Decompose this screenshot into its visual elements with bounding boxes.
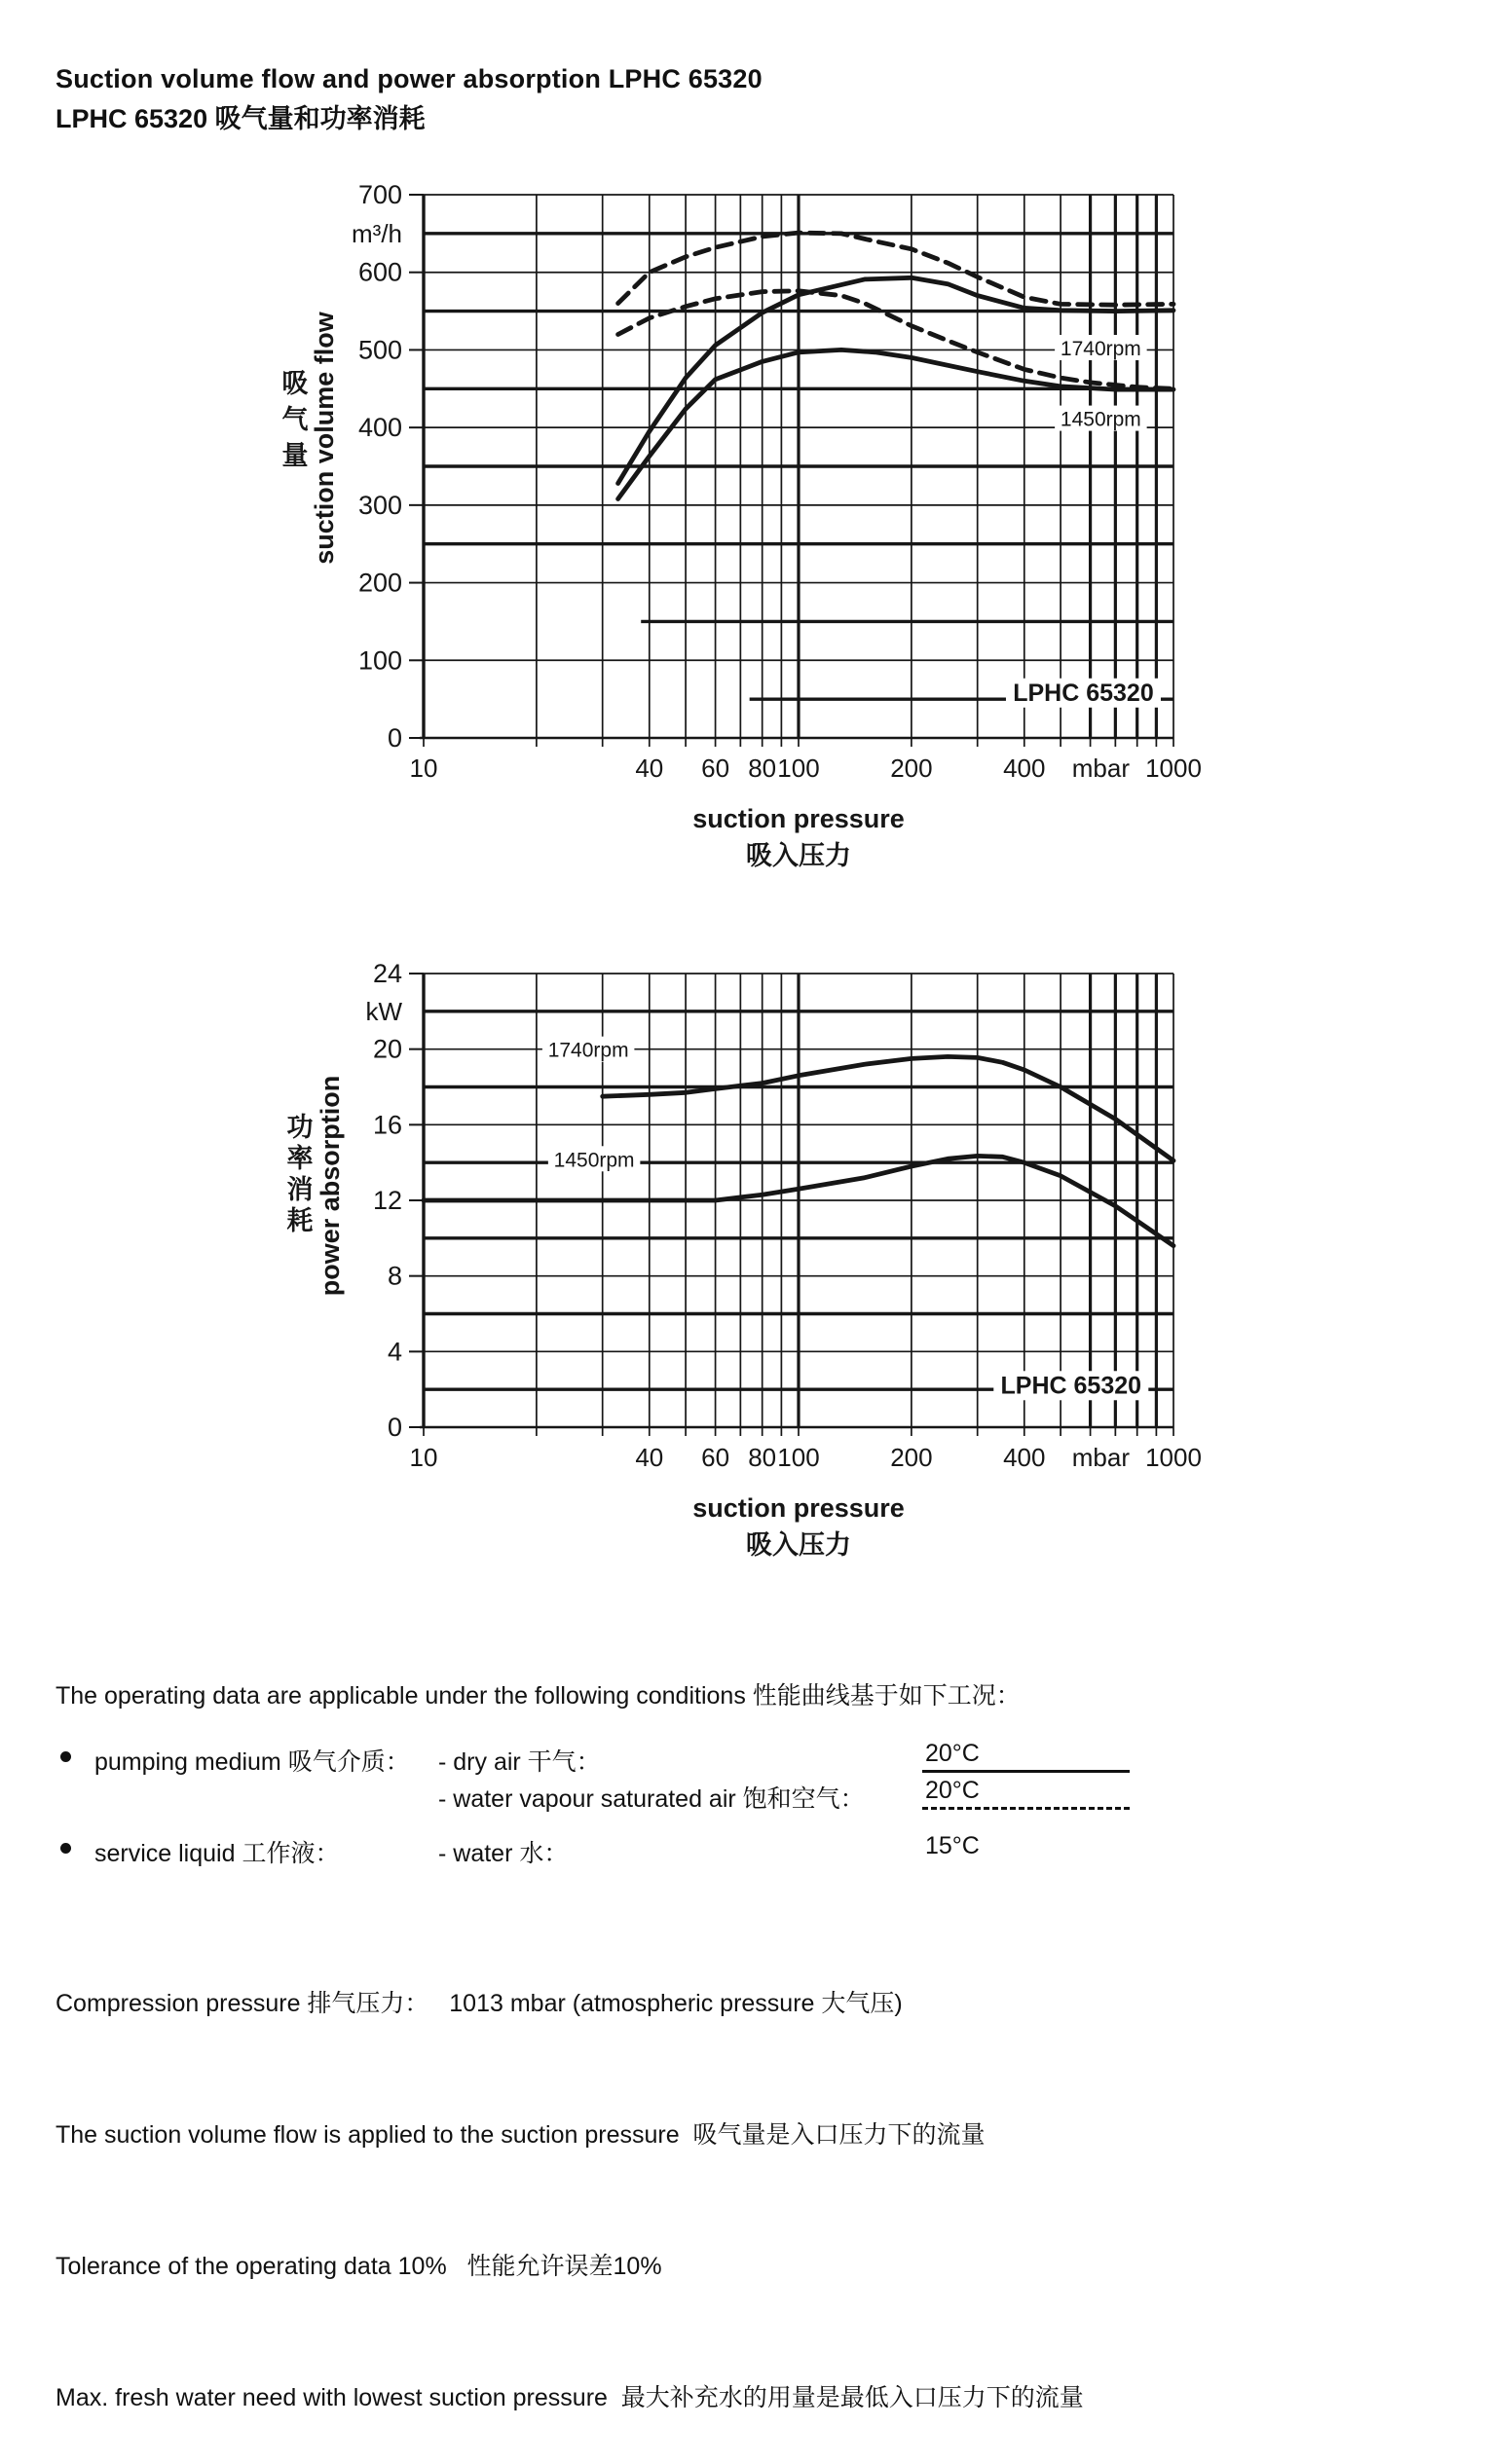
y-axis-unit: m³/h bbox=[352, 218, 402, 248]
x-axis-unit: mbar bbox=[1071, 754, 1131, 783]
y-tick-label-24: 24 bbox=[372, 959, 402, 988]
condition-dry-air-value: 20°C bbox=[925, 1740, 980, 1767]
y-tick-label-4: 4 bbox=[387, 1337, 402, 1367]
x-tick-label-80: 80 bbox=[748, 1443, 777, 1472]
y-tick-label-200: 200 bbox=[357, 568, 402, 598]
y-tick-label-100: 100 bbox=[357, 645, 402, 676]
condition-water-label: - water 水： bbox=[438, 1840, 569, 1867]
x-tick-label-400: 400 bbox=[1003, 754, 1046, 783]
note-suction-volume: The suction volume flow is applied to the suction pressure 吸气量是入口压力下的流量 bbox=[56, 2121, 986, 2149]
x-tick-label-80: 80 bbox=[748, 754, 777, 783]
x-axis-title-zh: 吸入压力 bbox=[746, 1530, 851, 1560]
annotation-LPHC-65320: LPHC 65320 bbox=[1000, 1372, 1142, 1400]
x-axis-title-en: suction pressure bbox=[692, 804, 905, 833]
condition-service-liquid-label: service liquid 工作液： bbox=[94, 1840, 340, 1867]
y-tick-label-400: 400 bbox=[357, 413, 402, 443]
y-tick-label-0: 0 bbox=[387, 723, 402, 753]
conditions-heading: The operating data are applicable under the following conditions 性能曲线基于如下工况： bbox=[56, 1682, 1021, 1710]
x-tick-label-10: 10 bbox=[409, 1443, 438, 1472]
y-tick-label-8: 8 bbox=[387, 1261, 402, 1291]
x-tick-label-400: 400 bbox=[1003, 1443, 1046, 1472]
y-axis-unit: kW bbox=[365, 996, 402, 1026]
solid-line-style-sample bbox=[922, 1745, 1130, 1773]
notes-block bbox=[56, 1894, 1084, 2464]
note-compression-pressure: Compression pressure 排气压力： 1013 mbar (atmospheric pressure 大气压) bbox=[56, 1990, 903, 2017]
x-tick-label-200: 200 bbox=[890, 754, 933, 783]
annotation-1740rpm: 1740rpm bbox=[1060, 338, 1141, 361]
annotation-1450rpm: 1450rpm bbox=[1060, 408, 1141, 431]
condition-saturated-air-value: 20°C bbox=[925, 1777, 980, 1804]
y-axis-title-zh-char: 率 bbox=[286, 1144, 314, 1173]
y-axis-title-zh-char: 吸 bbox=[281, 369, 309, 398]
y-axis-title-en: power absorption bbox=[316, 1075, 345, 1297]
x-tick-label-60: 60 bbox=[701, 1443, 730, 1472]
y-axis-title-zh-char: 耗 bbox=[286, 1206, 314, 1235]
condition-pumping-medium-label: pumping medium 吸气介质： bbox=[94, 1748, 410, 1776]
bullet-icon bbox=[60, 1751, 71, 1762]
x-tick-label-40: 40 bbox=[635, 1443, 664, 1472]
y-tick-label-600: 600 bbox=[357, 257, 402, 287]
y-tick-label-300: 300 bbox=[357, 490, 402, 520]
annotation-1450rpm: 1450rpm bbox=[553, 1149, 635, 1172]
curve-1740rpm bbox=[603, 1056, 1173, 1160]
annotation-LPHC-65320: LPHC 65320 bbox=[1013, 679, 1154, 707]
y-tick-label-20: 20 bbox=[372, 1034, 402, 1064]
x-tick-label-100: 100 bbox=[777, 754, 820, 783]
condition-dry-air-label: - dry air 干气： bbox=[438, 1748, 601, 1776]
y-axis-title-zh-char: 功 bbox=[286, 1113, 314, 1142]
x-tick-label-1000: 1000 bbox=[1145, 1443, 1202, 1472]
y-tick-label-700: 700 bbox=[357, 180, 402, 209]
x-tick-label-40: 40 bbox=[635, 754, 664, 783]
x-tick-label-100: 100 bbox=[777, 1443, 820, 1472]
y-axis-title-zh-char: 消 bbox=[286, 1175, 314, 1204]
y-axis-title-zh-char: 量 bbox=[281, 441, 309, 470]
y-axis-title-en: suction volume flow bbox=[310, 312, 339, 565]
x-axis-unit: mbar bbox=[1071, 1443, 1131, 1472]
condition-water-value: 15°C bbox=[925, 1832, 980, 1859]
note-tolerance: Tolerance of the operating data 10% 性能允许误差10% bbox=[56, 2253, 662, 2280]
page-title-zh: LPHC 65320 吸气量和功率消耗 bbox=[56, 104, 426, 133]
x-tick-label-10: 10 bbox=[409, 754, 438, 783]
y-tick-label-16: 16 bbox=[372, 1110, 402, 1140]
x-tick-label-1000: 1000 bbox=[1145, 754, 1202, 783]
y-tick-label-0: 0 bbox=[387, 1413, 402, 1442]
y-axis-title-zh-char: 气 bbox=[281, 405, 309, 434]
x-tick-label-200: 200 bbox=[890, 1443, 933, 1472]
dashed-line-style-sample bbox=[922, 1782, 1130, 1810]
annotation-1740rpm: 1740rpm bbox=[547, 1039, 629, 1062]
x-tick-label-60: 60 bbox=[701, 754, 730, 783]
x-axis-title-en: suction pressure bbox=[692, 1493, 905, 1523]
note-fresh-water: Max. fresh water need with lowest suction pressure 最大补充水的用量是最低入口压力下的流量 bbox=[56, 2384, 1084, 2411]
y-tick-label-12: 12 bbox=[372, 1186, 402, 1215]
bullet-icon bbox=[60, 1843, 71, 1854]
y-tick-label-500: 500 bbox=[357, 335, 402, 365]
page-title: Suction volume flow and power absorption LPHC 65320 bbox=[56, 64, 763, 93]
condition-saturated-air-label: - water vapour saturated air 饱和空气： bbox=[438, 1785, 865, 1813]
x-axis-title-zh: 吸入压力 bbox=[746, 841, 851, 870]
